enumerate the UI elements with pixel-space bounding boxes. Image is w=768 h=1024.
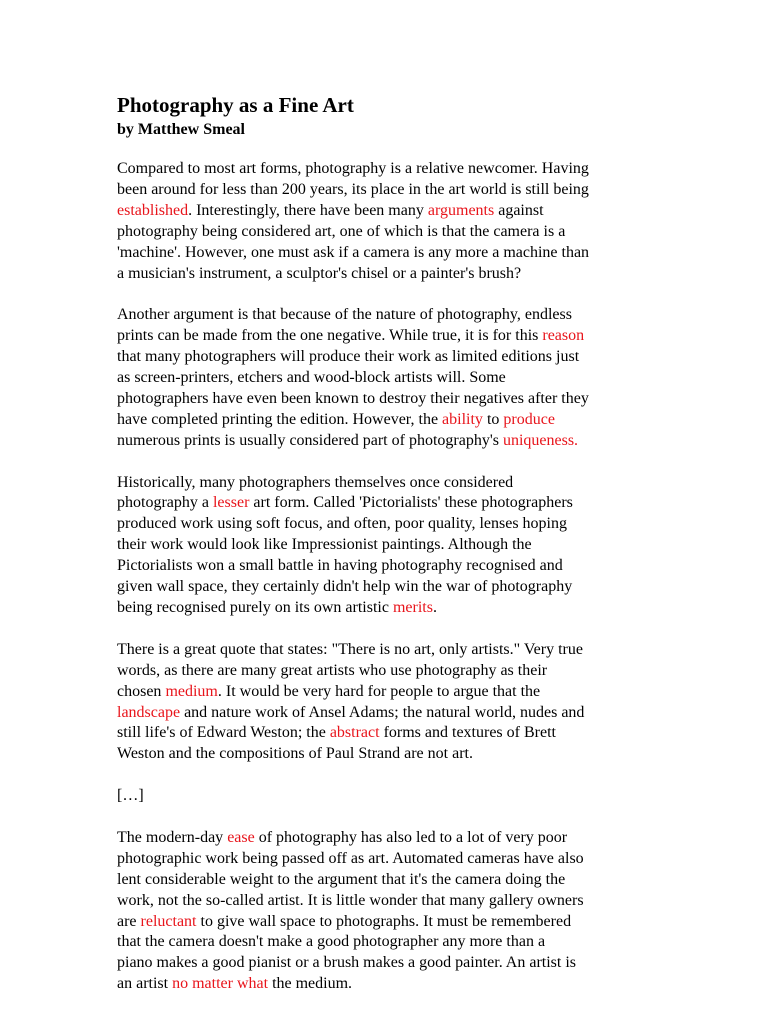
text-segment: the medium. [268, 975, 353, 993]
text-segment: that many photographers will produce their work as limited editions just [117, 348, 580, 366]
text-segment: are [117, 912, 141, 930]
highlighted-keyword: no matter what [172, 975, 269, 993]
text-segment: Compared to most art forms, photography is a relative newcomer. Having [117, 160, 589, 177]
highlighted-keyword: reluctant [140, 912, 197, 930]
text-line [117, 326, 657, 347]
text-line [117, 723, 657, 744]
text-segment: photographers have even been known to destroy their negatives after they [117, 389, 589, 407]
text-segment: photography a [117, 494, 213, 512]
text-line [117, 347, 657, 368]
text-line [117, 431, 657, 452]
text-line [117, 744, 657, 765]
text-line [117, 389, 657, 410]
text-segment: Pictorialists won a small battle in having photography recognised and [117, 557, 563, 575]
text-segment: . Interestingly, there have been many [188, 201, 428, 219]
text-segment: to [482, 410, 504, 428]
text-line [117, 828, 657, 849]
text-line [117, 953, 657, 974]
text-line [117, 514, 657, 535]
text-segment: There is a great quote that states: "There is no art, only artists." Very true [117, 640, 583, 658]
text-line [117, 974, 657, 995]
text-segment: 'machine'. However, one must ask if a camera is any more a machine than [117, 243, 590, 261]
text-line [117, 912, 657, 933]
highlighted-keyword: ability [442, 410, 483, 428]
text-segment: still life's of Edward Weston; the [117, 724, 330, 742]
text-segment: The modern-day [117, 828, 228, 846]
text-segment: that the camera doesn't make a good photographer any more than a [117, 933, 546, 951]
highlighted-keyword: established [117, 201, 189, 219]
text-line [117, 703, 657, 724]
text-segment: Another argument is that because of the nature of photography, endless [117, 306, 572, 324]
text-segment: being recognised purely on its own artistic [117, 599, 393, 616]
highlighted-keyword: ease [227, 828, 255, 846]
text-line [117, 640, 657, 661]
text-line [117, 368, 657, 389]
highlighted-keyword: landscape [117, 703, 181, 721]
text-line [117, 410, 657, 431]
text-segment: Historically, many photographers themselves once considered [117, 473, 514, 491]
highlighted-keyword: uniqueness. [502, 431, 579, 449]
text-line [117, 493, 657, 514]
text-segment: chosen [117, 682, 166, 700]
text-segment: have completed printing the edition. However, the [117, 410, 443, 428]
text-line [117, 264, 657, 285]
text-segment: […] [117, 787, 144, 805]
text-segment: numerous prints is usually considered part of photography's [117, 431, 503, 449]
text-line [117, 891, 657, 912]
text-line [117, 222, 657, 243]
text-segment: work, not the so-called artist. It is little wonder that many gallery owners [117, 891, 584, 909]
text-segment: of photography has also led to a lot of very poor [254, 828, 568, 846]
text-line [117, 473, 657, 494]
text-segment: and nature work of Ansel Adams; the natural world, nudes and [180, 703, 585, 721]
text-segment: photographic work being passed off as art. Automated cameras have also [117, 849, 584, 867]
document-body [117, 159, 657, 995]
text-segment: a musician's instrument, a sculptor's chisel or a painter's brush? [117, 264, 522, 282]
text-line [117, 682, 657, 703]
document-page [117, 92, 657, 1016]
text-line [117, 786, 657, 807]
text-segment: to give wall space to photographs. It must be remembered [196, 912, 572, 930]
text-line [117, 535, 657, 556]
paragraph [117, 473, 657, 619]
text-line [117, 201, 657, 222]
highlighted-keyword: lesser [212, 494, 250, 512]
text-segment: Weston and the compositions of Paul Strand are not art. [117, 745, 473, 763]
text-segment: as screen-printers, etchers and wood-block artists will. Some [117, 369, 506, 387]
text-line [117, 180, 657, 201]
paragraph [117, 640, 657, 765]
highlighted-keyword: medium [165, 682, 218, 700]
text-segment: against [494, 201, 544, 219]
text-segment: photography being considered art, one of which is that the camera is a [117, 222, 566, 240]
paragraph [117, 159, 657, 284]
document-byline: by Matthew Smeal [117, 121, 245, 138]
text-segment: forms and textures of Brett [379, 724, 556, 742]
text-segment: produced work using soft focus, and often, poor quality, lenses hoping [117, 515, 567, 533]
text-segment: their work would look like Impressionist paintings. Although the [117, 536, 532, 554]
text-line [117, 305, 657, 326]
highlighted-keyword: produce [503, 410, 555, 428]
highlighted-keyword: reason [542, 327, 585, 345]
text-line [117, 661, 657, 682]
text-segment: prints can be made from the one negative. While true, it is for this [117, 327, 543, 345]
text-line [117, 932, 657, 953]
document-title: Photography as a Fine Art [117, 93, 354, 117]
text-segment: lent considerable weight to the argument that it's the camera doing the [117, 870, 566, 888]
text-segment: been around for less than 200 years, its place in the art world is still being [117, 180, 589, 198]
text-line [117, 243, 657, 264]
text-segment: art form. Called 'Pictorialists' these photographers [249, 494, 573, 512]
highlighted-keyword: abstract [329, 724, 380, 742]
text-segment: piano makes a good pianist or a brush makes a good painter. An artist is [117, 954, 577, 972]
text-line [117, 556, 657, 577]
text-segment: . [432, 599, 437, 616]
highlighted-keyword: arguments [427, 201, 495, 219]
text-segment: words, as there are many great artists who use photography as their [117, 661, 548, 679]
text-segment: . It would be very hard for people to argue that the [217, 682, 541, 700]
text-line [117, 849, 657, 870]
text-line [117, 598, 657, 619]
text-segment: given wall space, they certainly didn't help win the war of photography [117, 578, 573, 596]
text-line [117, 577, 657, 598]
paragraph [117, 786, 657, 807]
text-line [117, 870, 657, 891]
text-line [117, 159, 657, 180]
paragraph [117, 305, 657, 451]
text-segment: an artist [117, 975, 173, 993]
highlighted-keyword: merits [392, 599, 433, 616]
paragraph [117, 828, 657, 995]
